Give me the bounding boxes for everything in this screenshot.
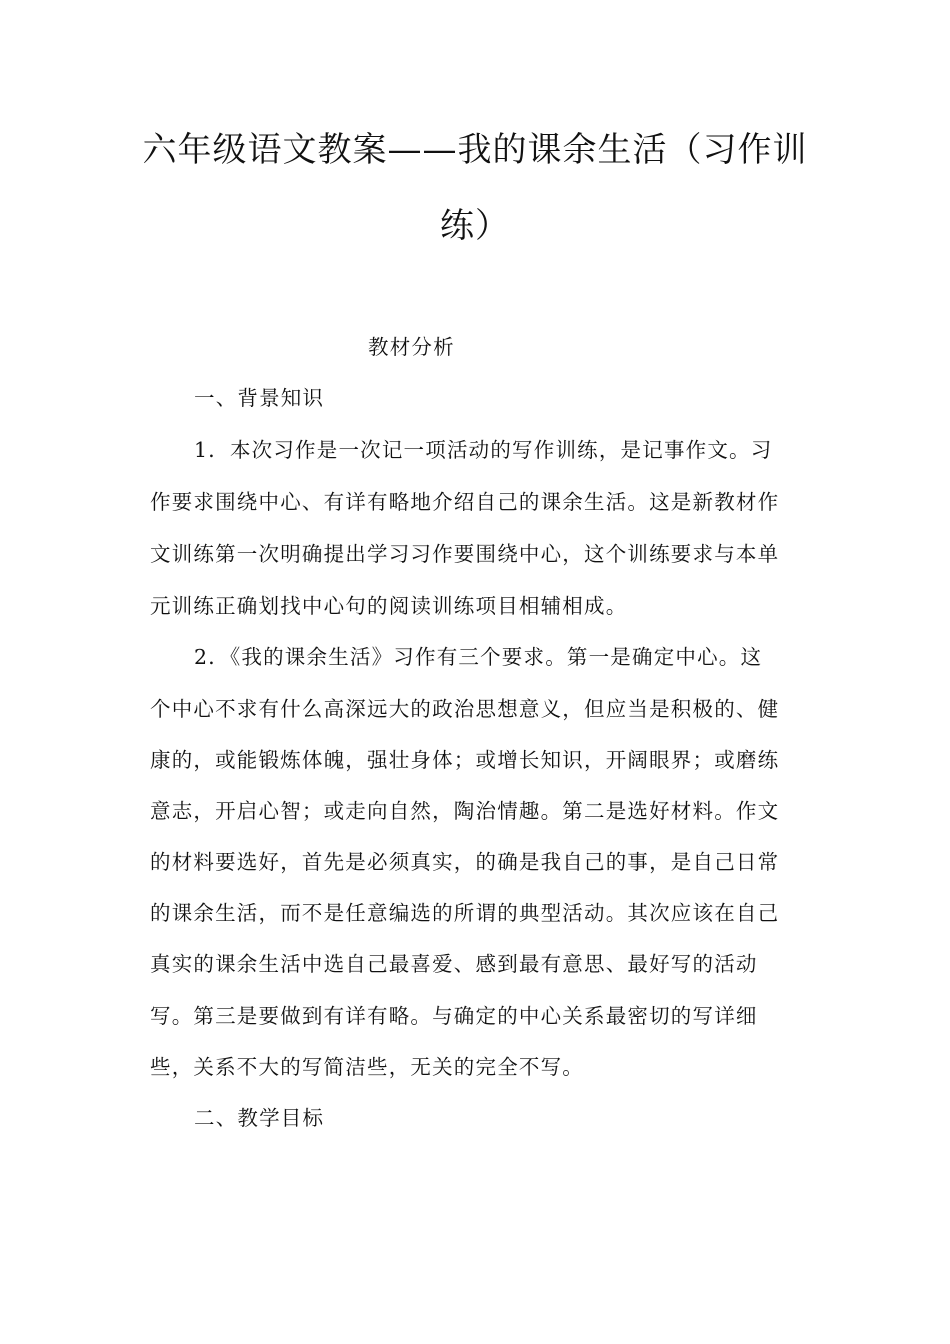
- objectives-heading: 二、教学目标: [194, 1106, 325, 1130]
- document-title-line-2: 练）: [440, 206, 510, 246]
- document-title-line-1: 六年级语文教案——我的课余生活（习作训: [142, 130, 808, 170]
- paragraph-1-line: 元训练正确划找中心句的阅读训练项目相辅相成。: [150, 594, 628, 618]
- paragraph-2-line: 的课余生活，而不是任意编选的所谓的典型活动。其次应该在自己: [150, 901, 780, 925]
- paragraph-2-line: 个中心不求有什么高深远大的政治思想意义，但应当是积极的、健: [150, 697, 780, 721]
- paragraph-2-line: 意志，开启心智；或走向自然，陶治情趣。第二是选好材料。作文: [150, 799, 780, 823]
- section-heading: 教材分析: [368, 335, 455, 359]
- paragraph-1-line: 1．本次习作是一次记一项活动的写作训练，是记事作文。习: [194, 438, 773, 462]
- paragraph-2-line: 写。第三是要做到有详有略。与确定的中心关系最密切的写详细: [150, 1004, 758, 1028]
- paragraph-1-line: 文训练第一次明确提出学习习作要围绕中心，这个训练要求与本单: [150, 542, 780, 566]
- background-heading: 一、背景知识: [194, 386, 325, 410]
- paragraph-2-line: 的材料要选好，首先是必须真实，的确是我自己的事，是自己日常: [150, 850, 780, 874]
- paragraph-1-line: 作要求围绕中心、有详有略地介绍自己的课余生活。这是新教材作: [150, 490, 780, 514]
- paragraph-2-line: 2．《我的课余生活》习作有三个要求。第一是确定中心。这: [194, 645, 763, 669]
- paragraph-2-line: 康的，或能锻炼体魄，强壮身体；或增长知识，开阔眼界；或磨练: [150, 748, 780, 772]
- paragraph-2-line: 真实的课余生活中选自己最喜爱、感到最有意思、最好写的活动: [150, 952, 758, 976]
- paragraph-2-line: 些，关系不大的写简洁些，无关的完全不写。: [150, 1055, 584, 1079]
